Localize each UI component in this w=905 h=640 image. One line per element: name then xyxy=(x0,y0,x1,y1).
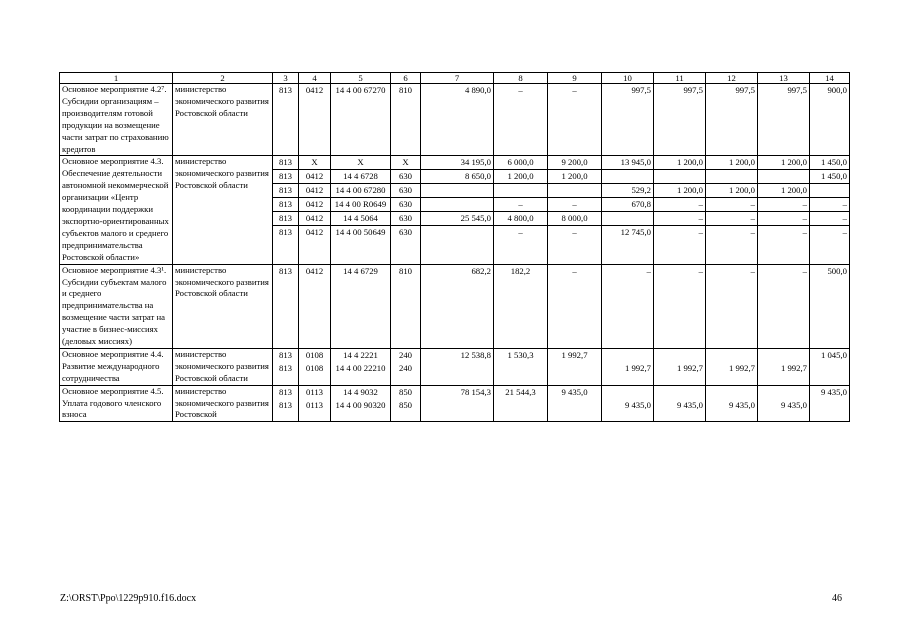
cell-value: 12 745,0 xyxy=(620,226,651,237)
cell-value: 813 xyxy=(278,362,293,373)
cell-value: 997,5 xyxy=(735,85,755,95)
cell-c8 xyxy=(494,385,548,422)
cell-c1: Основное мероприятие 4.3. Обеспечение деятельности автономной некоммерческой организации «Центр координации поддержки экспортно-ориентированных субъектов малого и среднего предпринимательства Ростовской области» xyxy=(60,156,173,264)
cell-c2: министерство экономического развития Ростовской области xyxy=(173,156,273,264)
cell-c9 xyxy=(548,156,602,264)
cell-value: 1 200,0 xyxy=(706,184,757,198)
cell-value: 813 xyxy=(278,386,293,397)
cell-value: 34 195,0 xyxy=(421,156,493,170)
cell-value: – xyxy=(758,198,809,212)
cell-value xyxy=(708,349,755,362)
cell-value: 12 538,8 xyxy=(460,349,491,360)
cell-value: 1 200,0 xyxy=(494,170,547,184)
cell-c8 xyxy=(494,264,548,348)
cell-c6 xyxy=(391,348,421,385)
cell-c9 xyxy=(548,385,602,422)
cell-c7 xyxy=(421,156,494,264)
cell-value: – xyxy=(810,198,849,212)
page-number: 46 xyxy=(832,593,842,604)
cell-value: – xyxy=(698,226,703,237)
cell-value: – xyxy=(518,226,523,237)
cell-value: 813 xyxy=(278,85,293,95)
cell-c4 xyxy=(299,264,331,348)
cell-value: 0412 xyxy=(305,226,324,237)
cell-value: 1 992,7 xyxy=(780,362,807,373)
cell-value xyxy=(421,198,493,212)
table-row xyxy=(60,156,850,264)
cell-value: 14 4 00 22210 xyxy=(335,362,386,373)
cell-value: 1 992,7 xyxy=(728,362,755,373)
col-header: 7 xyxy=(421,73,494,84)
cell-value: 14 4 00 R0649 xyxy=(331,198,390,212)
cell-value xyxy=(550,399,599,412)
cell-c14 xyxy=(810,348,850,385)
cell-value: – xyxy=(654,212,705,226)
cell-value: – xyxy=(572,265,577,276)
cell-c12 xyxy=(706,84,758,156)
cell-value: 1 992,7 xyxy=(561,349,588,360)
cell-c5 xyxy=(331,385,391,422)
col-header: 10 xyxy=(602,73,654,84)
cell-c13 xyxy=(758,348,810,385)
cell-value xyxy=(550,362,599,375)
cell-value: 0412 xyxy=(305,85,324,95)
cell-value: 0412 xyxy=(299,212,330,226)
cell-value: 813 xyxy=(273,212,298,226)
cell-value: 14 4 9032 xyxy=(343,386,378,397)
cell-value: – xyxy=(810,212,849,226)
cell-value: 4 890,0 xyxy=(464,85,491,95)
cell-value: 14 4 5064 xyxy=(331,212,390,226)
cell-value: 1 200,0 xyxy=(758,156,809,170)
cell-value: 1 200,0 xyxy=(654,156,705,170)
col-header: 9 xyxy=(548,73,602,84)
cell-value: – xyxy=(572,226,577,237)
cell-c5 xyxy=(331,156,391,264)
cell-value: – xyxy=(646,265,651,276)
cell-value: 1 992,7 xyxy=(676,362,703,373)
cell-value: 1 200,0 xyxy=(548,170,601,184)
cell-value xyxy=(423,226,491,239)
cell-value: 1 992,7 xyxy=(624,362,651,373)
cell-c6 xyxy=(391,264,421,348)
cell-value: 813 xyxy=(273,184,298,198)
cell-value xyxy=(760,349,807,362)
cell-value: – xyxy=(750,226,755,237)
cell-c7 xyxy=(421,264,494,348)
cell-value: 997,5 xyxy=(683,85,703,95)
cell-c10 xyxy=(602,156,654,264)
cell-value: 14 4 2221 xyxy=(343,349,378,360)
cell-value xyxy=(810,184,849,198)
cell-value: X xyxy=(331,156,390,170)
cell-c4 xyxy=(299,156,331,264)
cell-c6 xyxy=(391,84,421,156)
cell-value: 6 000,0 xyxy=(494,156,547,170)
cell-c12 xyxy=(706,156,758,264)
table-row xyxy=(60,348,850,385)
col-header: 11 xyxy=(654,73,706,84)
cell-value: 0108 xyxy=(305,349,324,360)
cell-c2: министерство экономического развития Ростовской области xyxy=(173,348,273,385)
col-header: 6 xyxy=(391,73,421,84)
header-row xyxy=(60,73,850,84)
cell-c14 xyxy=(810,156,850,264)
cell-value: 9 435,0 xyxy=(820,386,847,397)
cell-value: 9 435,0 xyxy=(624,399,651,410)
cell-value xyxy=(760,386,807,399)
cell-value xyxy=(423,362,491,375)
cell-value: 810 xyxy=(398,85,413,95)
cell-value: 78 154,3 xyxy=(460,386,491,397)
cell-value: 9 200,0 xyxy=(548,156,601,170)
cell-value: 0412 xyxy=(299,198,330,212)
cell-value: 8 000,0 xyxy=(548,212,601,226)
cell-value: 4 800,0 xyxy=(494,212,547,226)
cell-value: 9 435,0 xyxy=(676,399,703,410)
cell-c4 xyxy=(299,84,331,156)
cell-value: 1 450,0 xyxy=(810,156,849,170)
col-header: 14 xyxy=(810,73,850,84)
cell-c3 xyxy=(273,264,299,348)
cell-value: 14 4 00 50649 xyxy=(335,226,386,237)
cell-c2: министерство экономического развития Ростовской области xyxy=(173,84,273,156)
cell-c3 xyxy=(273,84,299,156)
cell-value xyxy=(812,362,847,375)
cell-c3 xyxy=(273,156,299,264)
cell-value: 813 xyxy=(278,265,293,276)
cell-value: 1 450,0 xyxy=(810,170,849,184)
cell-c12 xyxy=(706,385,758,422)
col-header: 2 xyxy=(173,73,273,84)
cell-c13 xyxy=(758,385,810,422)
cell-c5 xyxy=(331,84,391,156)
cell-value: 813 xyxy=(278,349,293,360)
cell-value xyxy=(758,170,809,184)
cell-value: – xyxy=(750,265,755,276)
table-body xyxy=(60,73,850,422)
cell-c7 xyxy=(421,385,494,422)
cell-value: 997,5 xyxy=(787,85,807,95)
cell-value xyxy=(654,170,705,184)
cell-value: 630 xyxy=(391,212,420,226)
cell-value xyxy=(496,399,545,412)
cell-value xyxy=(548,184,601,198)
cell-value: 529,2 xyxy=(602,184,653,198)
cell-value: 0412 xyxy=(305,265,324,276)
cell-value: 0412 xyxy=(299,170,330,184)
cell-value xyxy=(602,212,653,226)
cell-value: X xyxy=(391,156,420,170)
cell-c10 xyxy=(602,264,654,348)
cell-value: 9 435,0 xyxy=(561,386,588,397)
cell-c5 xyxy=(331,264,391,348)
cell-c2: министерство экономического развития Ростовской xyxy=(173,385,273,422)
cell-c11 xyxy=(654,385,706,422)
cell-value xyxy=(496,362,545,375)
cell-c7 xyxy=(421,348,494,385)
cell-c6 xyxy=(391,156,421,264)
cell-c14 xyxy=(810,264,850,348)
cell-value xyxy=(706,170,757,184)
cell-value: 630 xyxy=(398,226,413,237)
cell-value: 0113 xyxy=(305,386,324,397)
col-header: 4 xyxy=(299,73,331,84)
cell-value: 14 4 00 90320 xyxy=(335,399,386,410)
cell-value: 850 xyxy=(398,386,413,397)
cell-c10 xyxy=(602,348,654,385)
cell-value: – xyxy=(572,85,577,95)
cell-c13 xyxy=(758,264,810,348)
cell-c11 xyxy=(654,156,706,264)
cell-value: 1 200,0 xyxy=(654,184,705,198)
cell-value xyxy=(494,184,547,198)
cell-value: 630 xyxy=(391,198,420,212)
cell-value: – xyxy=(802,226,807,237)
cell-value xyxy=(656,349,703,362)
cell-value: 813 xyxy=(278,399,293,410)
cell-value: 13 945,0 xyxy=(602,156,653,170)
cell-value: 813 xyxy=(273,156,298,170)
cell-c1: Основное мероприятие 4.5. Уплата годового членского взноса xyxy=(60,385,173,422)
table-row xyxy=(60,84,850,156)
cell-value xyxy=(602,170,653,184)
cell-c9 xyxy=(548,84,602,156)
cell-c11 xyxy=(654,348,706,385)
cell-value: 14 4 6729 xyxy=(343,265,378,276)
table-row xyxy=(60,264,850,348)
cell-value: – xyxy=(842,226,847,237)
cell-value: – xyxy=(548,198,601,212)
cell-value: 0412 xyxy=(299,184,330,198)
cell-value: – xyxy=(706,198,757,212)
cell-c8 xyxy=(494,156,548,264)
cell-value xyxy=(423,399,491,412)
cell-value: 682,2 xyxy=(471,265,491,276)
cell-value: 25 545,0 xyxy=(421,212,493,226)
cell-value: 0113 xyxy=(305,399,324,410)
col-header: 12 xyxy=(706,73,758,84)
cell-value: 850 xyxy=(398,399,413,410)
cell-value: 9 435,0 xyxy=(728,399,755,410)
cell-c2: министерство экономического развития Ростовской области xyxy=(173,264,273,348)
cell-c1: Основное мероприятие 4.2⁷. Субсидии организациям – производителям готовой продукции на возмещение части затрат по страхованию кредитов xyxy=(60,84,173,156)
cell-value: – xyxy=(802,265,807,276)
cell-value: X xyxy=(299,156,330,170)
cell-value xyxy=(812,399,847,412)
budget-table xyxy=(59,72,850,422)
cell-value: 813 xyxy=(273,198,298,212)
cell-value: 1 045,0 xyxy=(820,349,847,360)
cell-value: 14 4 00 67280 xyxy=(331,184,390,198)
cell-c14 xyxy=(810,385,850,422)
cell-value xyxy=(604,386,651,399)
cell-value: 810 xyxy=(398,265,413,276)
cell-value: 813 xyxy=(278,226,293,237)
col-header: 8 xyxy=(494,73,548,84)
cell-c11 xyxy=(654,264,706,348)
cell-value: 240 xyxy=(398,362,413,373)
col-header: 1 xyxy=(60,73,173,84)
cell-value: 500,0 xyxy=(827,265,847,276)
cell-c4 xyxy=(299,348,331,385)
cell-value: 997,5 xyxy=(631,85,651,95)
cell-value: 14 4 6728 xyxy=(331,170,390,184)
cell-value: – xyxy=(706,212,757,226)
cell-value: 240 xyxy=(398,349,413,360)
table-row xyxy=(60,385,850,422)
cell-value: 1 200,0 xyxy=(758,184,809,198)
cell-value: 900,0 xyxy=(827,85,847,95)
cell-c9 xyxy=(548,348,602,385)
cell-c1: Основное мероприятие 4.3¹. Субсидии субъектам малого и среднего предпринимательства на возмещение части затрат на участие в бизнес-миссиях (деловых миссиях) xyxy=(60,264,173,348)
cell-value: – xyxy=(758,212,809,226)
cell-c8 xyxy=(494,84,548,156)
cell-value: – xyxy=(654,198,705,212)
cell-value: 9 435,0 xyxy=(780,399,807,410)
col-header: 13 xyxy=(758,73,810,84)
col-header: 3 xyxy=(273,73,299,84)
cell-c7 xyxy=(421,84,494,156)
cell-value xyxy=(421,184,493,198)
cell-c1: Основное мероприятие 4.4. Развитие международного сотрудничества xyxy=(60,348,173,385)
cell-value: 813 xyxy=(273,170,298,184)
cell-c13 xyxy=(758,84,810,156)
cell-c9 xyxy=(548,264,602,348)
cell-c10 xyxy=(602,84,654,156)
cell-value xyxy=(708,386,755,399)
cell-c3 xyxy=(273,348,299,385)
cell-value: 8 650,0 xyxy=(421,170,493,184)
cell-value: 1 200,0 xyxy=(706,156,757,170)
cell-value: – xyxy=(494,198,547,212)
cell-c8 xyxy=(494,348,548,385)
cell-value: 630 xyxy=(391,184,420,198)
cell-value: 182,2 xyxy=(510,265,531,276)
cell-value: 1 530,3 xyxy=(507,349,534,360)
cell-c12 xyxy=(706,264,758,348)
cell-value: 0108 xyxy=(305,362,324,373)
cell-value: – xyxy=(698,265,703,276)
cell-c11 xyxy=(654,84,706,156)
cell-value: 630 xyxy=(391,170,420,184)
cell-value: 21 544,3 xyxy=(505,386,536,397)
cell-c14 xyxy=(810,84,850,156)
cell-c13 xyxy=(758,156,810,264)
file-path: Z:\ORST\Ppo\1229p910.f16.docx xyxy=(60,593,197,604)
cell-value: – xyxy=(518,85,523,95)
cell-c3 xyxy=(273,385,299,422)
cell-c4 xyxy=(299,385,331,422)
cell-c10 xyxy=(602,385,654,422)
cell-value: 14 4 00 67270 xyxy=(335,85,386,95)
cell-c6 xyxy=(391,385,421,422)
cell-value xyxy=(604,349,651,362)
cell-value xyxy=(656,386,703,399)
cell-c5 xyxy=(331,348,391,385)
col-header: 5 xyxy=(331,73,391,84)
cell-c12 xyxy=(706,348,758,385)
cell-value: 670,8 xyxy=(602,198,653,212)
